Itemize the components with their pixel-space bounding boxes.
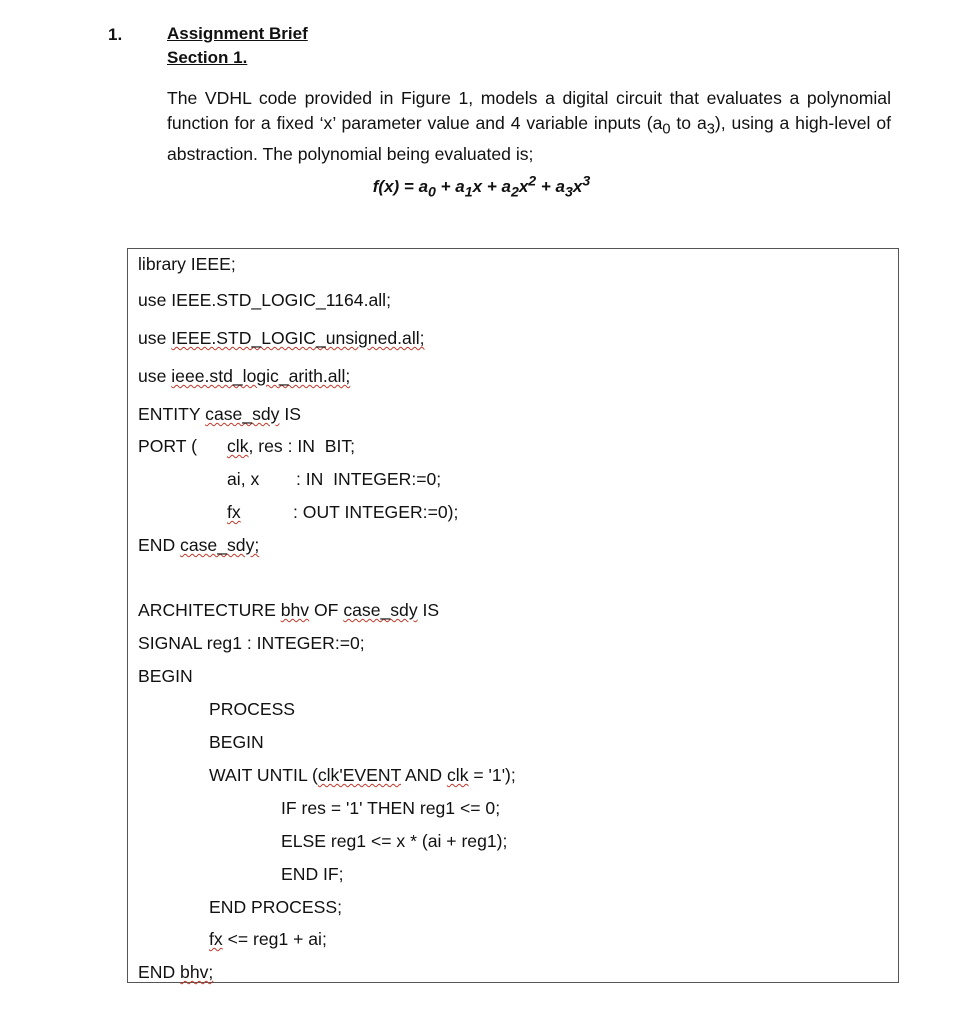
code-line: END PROCESS; xyxy=(209,897,342,917)
code-line: PROCESS xyxy=(209,699,296,719)
code-line: BEGIN xyxy=(138,666,193,686)
code-line: IF res = '1' THEN reg1 <= 0; xyxy=(281,798,501,818)
code-line: ELSE reg1 <= x * (ai + reg1); xyxy=(281,831,508,851)
section-heading: Section 1. xyxy=(167,48,248,67)
code-line: fx <= reg1 + ai; xyxy=(209,929,327,949)
code-line: ARCHITECTURE bhv OF case_sdy IS xyxy=(138,600,440,620)
section-number: 1. xyxy=(108,25,123,44)
code-line: END IF; xyxy=(281,864,344,884)
code-line: END bhv; xyxy=(138,962,214,982)
code-line: PORT ( clk, res : IN BIT; xyxy=(138,436,356,456)
code-line: fx : OUT INTEGER:=0); xyxy=(227,502,459,522)
assignment-title: Assignment Brief xyxy=(167,24,308,43)
code-line: use ieee.std_logic_arith.all; xyxy=(138,366,351,386)
code-line: use IEEE.STD_LOGIC_1164.all; xyxy=(138,290,391,310)
code-line: ENTITY case_sdy IS xyxy=(138,404,301,424)
intro-paragraph: The VDHL code provided in Figure 1, models a digital circuit that evaluates a polynomial function for a fixed ‘x’ parameter value and 4 variable inputs ($a_0$ to $a_3$), using a high-level of abstraction. The polynomial being evaluated is; xyxy=(167,88,892,164)
code-line: WAIT UNTIL (clk'EVENT AND clk = '1'); xyxy=(209,765,516,785)
code-line: BEGIN xyxy=(209,732,264,752)
polynomial-formula: $f(x) = a_0 + a_1x + a_2x^2 + a_3x^3$ xyxy=(372,173,591,201)
code-line: SIGNAL reg1 : INTEGER:=0; xyxy=(138,633,365,653)
vhdl-code-box xyxy=(127,248,899,983)
code-line: END case_sdy; xyxy=(138,535,260,555)
code-line: use IEEE.STD_LOGIC_unsigned.all; xyxy=(138,328,425,348)
code-line: ai, x : IN INTEGER:=0; xyxy=(227,469,442,489)
code-line: library IEEE; xyxy=(138,254,236,274)
